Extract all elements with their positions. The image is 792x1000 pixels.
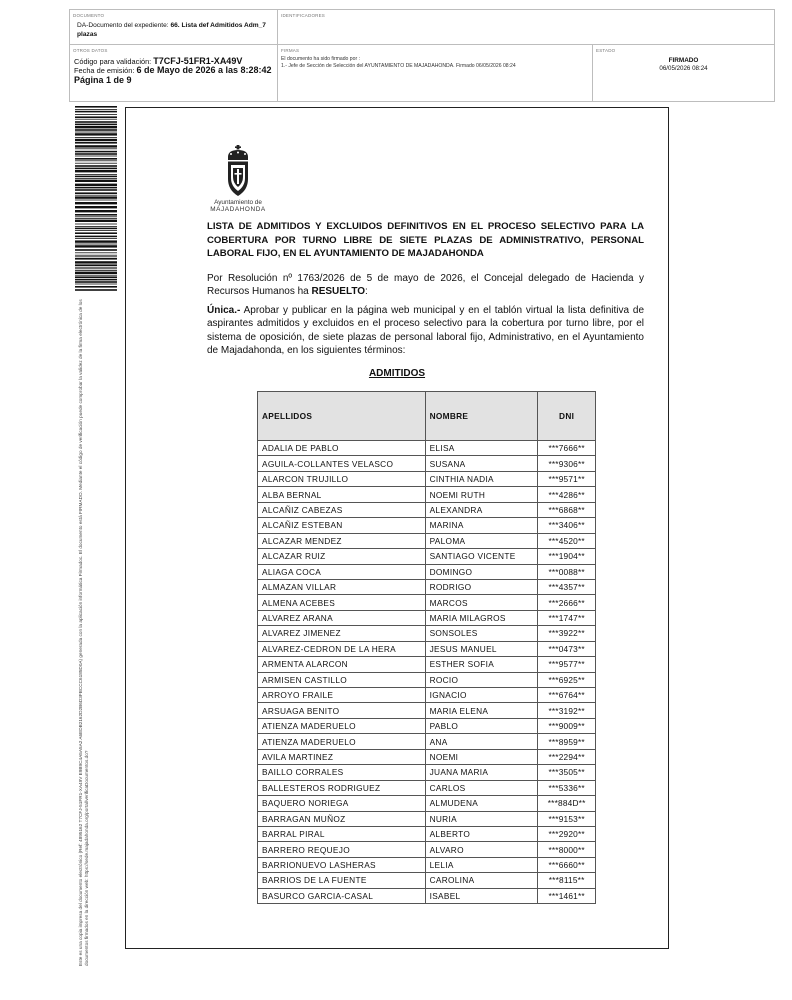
- table-row: [258, 471, 596, 486]
- nombre-cell: ALMUDENA: [425, 796, 538, 811]
- unica-label: Única.-: [207, 305, 241, 316]
- barcode-bar: [75, 119, 117, 120]
- dni-cell: ***9571**: [538, 471, 596, 486]
- firmas-caption: FIRMAS: [281, 48, 300, 53]
- barcode-bar: [75, 289, 117, 291]
- apellidos-cell: ATIENZA MADERUELO: [258, 718, 426, 733]
- barcode-bar: [75, 286, 117, 288]
- dni-cell: ***3406**: [538, 518, 596, 533]
- barcode-bar: [75, 276, 117, 278]
- apellidos-cell: ALMENA ACEBES: [258, 595, 426, 610]
- barcode-bar: [75, 184, 117, 186]
- nombre-cell: ALBERTO: [425, 826, 538, 841]
- table-row: [258, 765, 596, 780]
- dni-cell: ***8000**: [538, 842, 596, 857]
- barcode-bar: [75, 148, 117, 149]
- logo-line-2: MAJADAHONDA: [210, 206, 266, 213]
- barcode-bar: [75, 255, 117, 256]
- apellidos-cell: ALVAREZ ARANA: [258, 610, 426, 625]
- documento-cell: [70, 10, 277, 44]
- nombre-cell: SONSOLES: [425, 626, 538, 641]
- validation-info: [74, 57, 272, 85]
- table-row: [258, 811, 596, 826]
- table-row: [258, 549, 596, 564]
- estado-caption: ESTADO: [596, 48, 616, 53]
- barcode-bar: [75, 160, 117, 161]
- barcode-bar: [75, 129, 117, 131]
- dni-cell: ***6660**: [538, 857, 596, 872]
- coat-of-arms-icon: [223, 145, 253, 197]
- barcode-bar: [75, 245, 117, 247]
- apellidos-cell: ARMENTA ALARCON: [258, 657, 426, 672]
- barcode-bar: [75, 106, 117, 108]
- barcode-bar: [75, 264, 117, 266]
- barcode-bar: [75, 214, 117, 216]
- dni-cell: ***1747**: [538, 610, 596, 625]
- dni-cell: ***9577**: [538, 657, 596, 672]
- table-row: [258, 857, 596, 872]
- table-row: [258, 718, 596, 733]
- nombre-cell: CAROLINA: [425, 873, 538, 888]
- table-row: [258, 564, 596, 579]
- barcode-bar: [75, 206, 117, 208]
- barcode-bar: [75, 192, 117, 194]
- dni-cell: ***2920**: [538, 826, 596, 841]
- apellidos-cell: ALARCON TRUJILLO: [258, 471, 426, 486]
- documento-prefix: DA-Documento del expediente:: [77, 22, 171, 29]
- apellidos-cell: BAILLO CORRALES: [258, 765, 426, 780]
- barcode-bar: [75, 121, 117, 123]
- table-row: [258, 579, 596, 594]
- table-row: [258, 873, 596, 888]
- barcode-bar: [75, 256, 117, 257]
- table-row: [258, 688, 596, 703]
- dni-cell: ***0088**: [538, 564, 596, 579]
- barcode-bar: [75, 258, 117, 260]
- barcode-bar: [75, 195, 117, 196]
- resolution-bold: RESUELTO: [311, 286, 366, 298]
- document-title: LISTA DE ADMITIDOS Y EXCLUIDOS DEFINITIVOS EN EL PROCESO SELECTIVO PARA LA COBERTURA POR TURNO LIBRE DE SIETE PLAZAS DE ADMINISTRATIVO, PERSONAL LABORAL FIJO, EN EL AYUNTAMIENTO DE MAJADAHONDA: [207, 221, 644, 260]
- metadata-row-top: [70, 10, 774, 45]
- barcode-bar: [75, 142, 117, 144]
- dni-cell: ***7666**: [538, 441, 596, 456]
- apellidos-cell: ALBA BERNAL: [258, 487, 426, 502]
- nombre-cell: MARIA MILAGROS: [425, 610, 538, 625]
- dni-cell: ***3505**: [538, 765, 596, 780]
- resolution-text: Por Resolución nº 1763/2026 de 5 de mayo de 2026, el Concejal delegado de Hacienda y Recursos Humanos ha: [207, 273, 644, 298]
- barcode-bar: [75, 178, 117, 179]
- barcode-bar: [75, 139, 117, 141]
- barcode-bar: [75, 196, 117, 198]
- nombre-cell: LELIA: [425, 857, 538, 872]
- nombre-cell: SANTIAGO VICENTE: [425, 549, 538, 564]
- identificadores-caption: IDENTIFICADORES: [281, 13, 326, 18]
- nombre-cell: CINTHIA NADIA: [425, 471, 538, 486]
- nombre-cell: DOMINGO: [425, 564, 538, 579]
- dni-cell: ***2294**: [538, 749, 596, 764]
- firmas-line-2: 1.- Jefe de Sección de Selección del AYUNTAMIENTO DE MAJADAHONDA. Firmado 06/05/2026 08:24: [281, 63, 516, 69]
- nombre-cell: MARIA ELENA: [425, 703, 538, 718]
- verification-side-text: Este es una copia impresa del documento electrónico (Ref: 4895162 T7CFJ-51FR1-XA49V E9B9C4A5A5A2 A6EDB2162D2B6D3FBCCC6185D0A) generada con la aplicación informática Firmadoc. El documento está FIRMADO. Mediante el código de verificación puede comprobar la validez de la firma electrónica de los documentos firmados en la dirección web: https://sede.majadahonda.org/portal/verificaDocumentos.do?: [78, 299, 89, 966]
- apellidos-cell: ALVAREZ-CEDRON DE LA HERA: [258, 641, 426, 656]
- fecha-label: Fecha de emisión:: [74, 66, 137, 76]
- barcode-bar: [75, 132, 117, 133]
- fecha-value: 6 de Mayo de 2026 a las 8:28:42: [136, 65, 272, 76]
- barcode-bar: [75, 230, 117, 231]
- table-row: [258, 518, 596, 533]
- dni-cell: ***9306**: [538, 456, 596, 471]
- barcode-bar: [75, 267, 117, 268]
- dni-cell: ***3922**: [538, 626, 596, 641]
- table-row: [258, 888, 596, 903]
- dni-cell: ***5336**: [538, 780, 596, 795]
- table-row: [258, 703, 596, 718]
- barcode-bar: [75, 180, 117, 182]
- table-row: [258, 641, 596, 656]
- barcode-bar: [75, 210, 117, 212]
- header-apellidos: APELLIDOS: [258, 392, 426, 441]
- dni-cell: ***1461**: [538, 888, 596, 903]
- table-row: [258, 826, 596, 841]
- dni-cell: ***6868**: [538, 502, 596, 517]
- barcode-bar: [75, 176, 117, 178]
- apellidos-cell: ALCAÑIZ CABEZAS: [258, 502, 426, 517]
- table-row: [258, 780, 596, 795]
- apellidos-cell: ARMISEN CASTILLO: [258, 672, 426, 687]
- table-row: [258, 672, 596, 687]
- apellidos-cell: ALMAZAN VILLAR: [258, 579, 426, 594]
- barcode-bar: [75, 124, 117, 126]
- dni-cell: ***6925**: [538, 672, 596, 687]
- barcode-bar: [75, 168, 117, 170]
- barcode-bar: [75, 228, 117, 230]
- dni-cell: ***9153**: [538, 811, 596, 826]
- dni-cell: ***0473**: [538, 641, 596, 656]
- firmas-line-1: El documento ha sido firmado por :: [281, 56, 360, 62]
- document-page: [125, 107, 669, 949]
- apellidos-cell: AVILA MARTINEZ: [258, 749, 426, 764]
- table-row: [258, 502, 596, 517]
- pagina-line: [74, 76, 272, 85]
- table-row: [258, 734, 596, 749]
- barcode-bar: [75, 244, 117, 245]
- apellidos-cell: ALCAÑIZ ESTEBAN: [258, 518, 426, 533]
- nombre-cell: ISABEL: [425, 888, 538, 903]
- apellidos-cell: AGUILA-COLLANTES VELASCO: [258, 456, 426, 471]
- barcode-bar: [75, 116, 117, 118]
- nombre-cell: ALVARO: [425, 842, 538, 857]
- barcode-bar: [75, 137, 117, 138]
- header-dni: DNI: [538, 392, 596, 441]
- apellidos-cell: ALCAZAR MENDEZ: [258, 533, 426, 548]
- documento-title: [77, 22, 277, 39]
- barcode-bar: [75, 232, 117, 234]
- barcode-bar: [75, 238, 117, 239]
- barcode-bar: [75, 268, 117, 269]
- documento-caption: DOCUMENTO: [73, 13, 105, 18]
- nombre-cell: MARCOS: [425, 595, 538, 610]
- barcode-bar: [75, 174, 117, 175]
- nombre-cell: CARLOS: [425, 780, 538, 795]
- barcode-bar: [75, 252, 117, 253]
- nombre-cell: IGNACIO: [425, 688, 538, 703]
- logo-line-1: Ayuntamiento de: [214, 199, 262, 206]
- dni-cell: ***6764**: [538, 688, 596, 703]
- nombre-cell: PABLO: [425, 718, 538, 733]
- nombre-cell: NOEMI: [425, 749, 538, 764]
- dni-cell: ***1904**: [538, 549, 596, 564]
- verification-side-text-container: [78, 298, 108, 966]
- table-header-row: [258, 392, 596, 441]
- dni-cell: ***2666**: [538, 595, 596, 610]
- nombre-cell: NOEMI RUTH: [425, 487, 538, 502]
- table-row: [258, 796, 596, 811]
- table-body: [258, 441, 596, 904]
- dni-cell: ***8959**: [538, 734, 596, 749]
- barcode-bar: [75, 109, 117, 110]
- barcode-bar: [75, 216, 117, 217]
- table-row: [258, 657, 596, 672]
- barcode-bar: [75, 220, 117, 222]
- barcode-bar: [75, 158, 117, 160]
- barcode-bar: [75, 240, 117, 242]
- table-row: [258, 595, 596, 610]
- apellidos-cell: ARROYO FRAILE: [258, 688, 426, 703]
- apellidos-cell: BALLESTEROS RODRIGUEZ: [258, 780, 426, 795]
- barcode-bar: [75, 133, 117, 135]
- table-row: [258, 441, 596, 456]
- document-metadata-box: [69, 9, 775, 102]
- barcode-bar: [75, 145, 117, 147]
- nombre-cell: PALOMA: [425, 533, 538, 548]
- apellidos-cell: ALVAREZ JIMENEZ: [258, 626, 426, 641]
- identificadores-cell: [277, 10, 774, 44]
- nombre-cell: MARINA: [425, 518, 538, 533]
- barcode-bar: [75, 261, 117, 263]
- apellidos-cell: ALIAGA COCA: [258, 564, 426, 579]
- barcode-image: [75, 106, 117, 291]
- dni-cell: ***8115**: [538, 873, 596, 888]
- table-row: [258, 533, 596, 548]
- table-row: [258, 842, 596, 857]
- barcode-bar: [75, 200, 117, 201]
- dni-cell: ***4286**: [538, 487, 596, 502]
- nombre-cell: SUSANA: [425, 456, 538, 471]
- dni-cell: ***4357**: [538, 579, 596, 594]
- dni-cell: ***9009**: [538, 718, 596, 733]
- apellidos-cell: BARRAL PIRAL: [258, 826, 426, 841]
- estado-date: 06/05/2026 08:24: [659, 65, 708, 72]
- metadata-row-bottom: [70, 45, 774, 101]
- barcode-bar: [75, 249, 117, 251]
- otros-datos-cell: [70, 45, 277, 101]
- barcode-bar: [75, 156, 117, 157]
- barcode-bar: [75, 153, 117, 155]
- nombre-cell: ELISA: [425, 441, 538, 456]
- nombre-cell: ALEXANDRA: [425, 502, 538, 517]
- apellidos-cell: BARRIONUEVO LASHERAS: [258, 857, 426, 872]
- barcode-bar: [75, 202, 117, 204]
- otros-datos-caption: OTROS DATOS: [73, 48, 108, 53]
- barcode-bar: [75, 279, 117, 281]
- apellidos-cell: BARRERO REQUEJO: [258, 842, 426, 857]
- barcode-bar: [75, 284, 117, 285]
- header-nombre: NOMBRE: [425, 392, 538, 441]
- admitidos-heading: ADMITIDOS: [368, 368, 426, 379]
- barcode-bar: [75, 226, 117, 227]
- nombre-cell: ESTHER SOFIA: [425, 657, 538, 672]
- resolution-end: :: [365, 286, 368, 298]
- nombre-cell: JUANA MARIA: [425, 765, 538, 780]
- barcode-bar: [75, 151, 117, 153]
- firmas-cell: [277, 45, 592, 101]
- admitidos-table: [257, 391, 596, 904]
- codigo-value: T7CFJ-51FR1-XA49V: [153, 56, 243, 66]
- estado-cell: [592, 45, 774, 101]
- resolution-paragraph: [207, 272, 644, 299]
- table-row: [258, 456, 596, 471]
- apellidos-cell: ALCAZAR RUIZ: [258, 549, 426, 564]
- apellidos-cell: ATIENZA MADERUELO: [258, 734, 426, 749]
- unica-paragraph: [207, 304, 644, 357]
- nombre-cell: ROCIO: [425, 672, 538, 687]
- barcode-bar: [75, 272, 117, 274]
- apellidos-cell: BARRIOS DE LA FUENTE: [258, 873, 426, 888]
- dni-cell: ***3192**: [538, 703, 596, 718]
- apellidos-cell: BASURCO GARCIA-CASAL: [258, 888, 426, 903]
- barcode-bar: [75, 270, 117, 271]
- barcode-bar: [75, 189, 117, 191]
- firmas-text: [281, 56, 591, 70]
- dni-cell: ***884D**: [538, 796, 596, 811]
- barcode-bar: [75, 126, 117, 128]
- barcode-bar: [75, 114, 117, 115]
- apellidos-cell: BARRAGAN MUÑOZ: [258, 811, 426, 826]
- dni-cell: ***4520**: [538, 533, 596, 548]
- barcode-bar: [75, 170, 117, 172]
- nombre-cell: RODRIGO: [425, 579, 538, 594]
- documento-name: 66. Lista def Admitidos Adm_7 plazas: [77, 22, 266, 38]
- table-row: [258, 749, 596, 764]
- barcode-bar: [75, 163, 117, 164]
- table-row: [258, 626, 596, 641]
- nombre-cell: ANA: [425, 734, 538, 749]
- barcode-bar: [75, 218, 117, 219]
- barcode-bar: [75, 236, 117, 238]
- apellidos-cell: BAQUERO NORIEGA: [258, 796, 426, 811]
- unica-text: Aprobar y publicar en la página web municipal y en el tablón virtual la lista definitiva de aspirantes admitidos y excluidos en el proceso selectivo para la cobertura por turno libre, por el sistema de oposición, de siete plazas de personal laboral fijo, Administrativo, en el Ayuntamiento de Majadahonda, en los siguientes términos:: [207, 305, 644, 356]
- estado-value: FIRMADO: [668, 57, 699, 64]
- table-row: [258, 610, 596, 625]
- barcode-bar: [75, 281, 117, 283]
- apellidos-cell: ARSUAGA BENITO: [258, 703, 426, 718]
- barcode-bar: [75, 224, 117, 225]
- pagina-value: Página 1 de 9: [74, 74, 132, 85]
- barcode-bar: [75, 187, 117, 189]
- barcode-bar: [75, 111, 117, 113]
- table-row: [258, 487, 596, 502]
- municipal-logo: [203, 145, 273, 223]
- barcode-bar: [75, 165, 117, 167]
- nombre-cell: NURIA: [425, 811, 538, 826]
- apellidos-cell: ADALIA DE PABLO: [258, 441, 426, 456]
- codigo-label: Código para validación:: [74, 57, 154, 66]
- barcode-bar: [75, 275, 117, 276]
- nombre-cell: JESUS MANUEL: [425, 641, 538, 656]
